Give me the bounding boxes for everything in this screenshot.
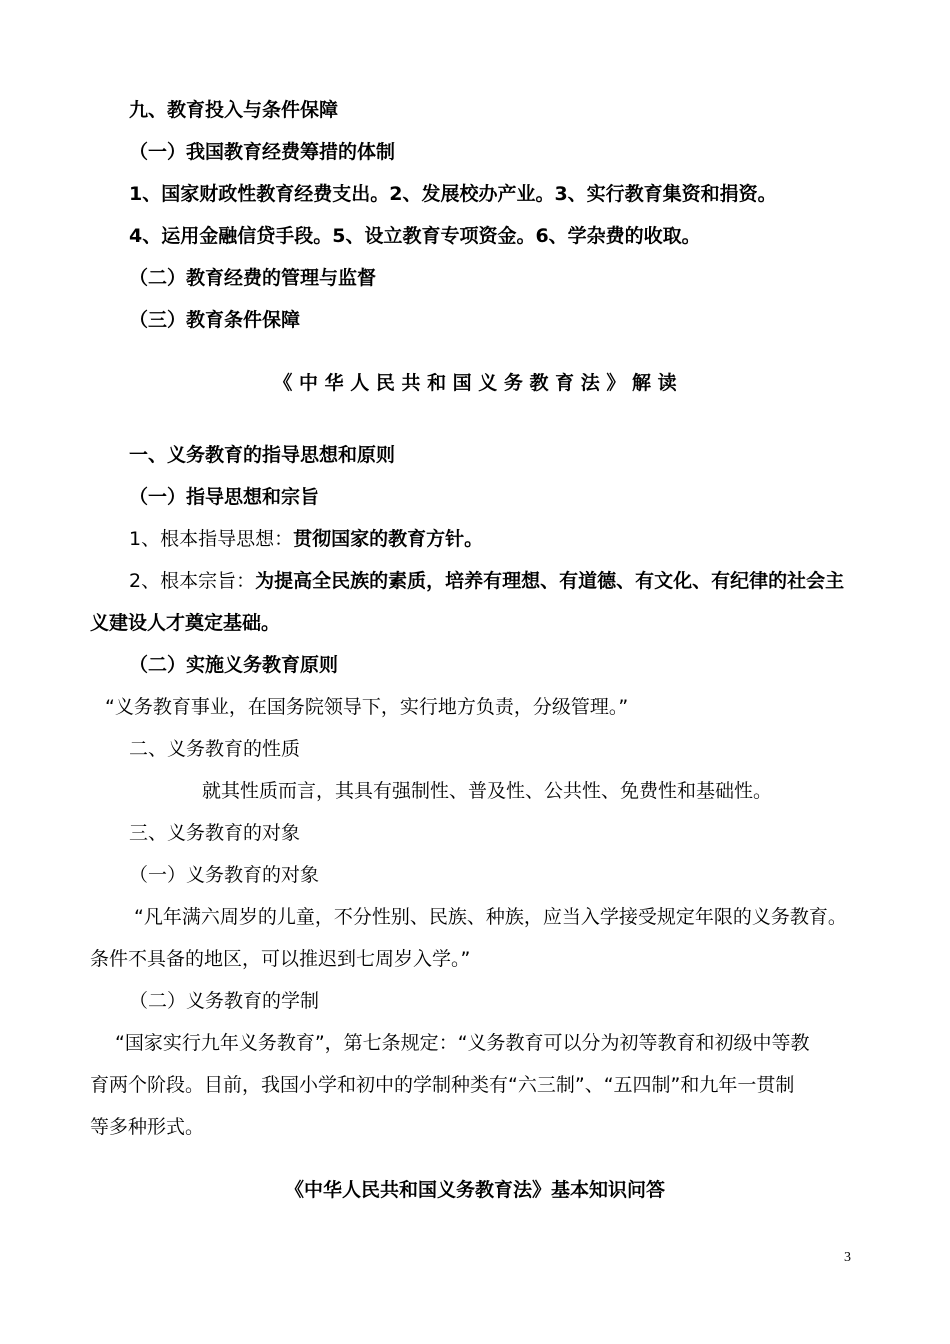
page-number: 3 xyxy=(844,1250,851,1265)
section3-sub2: （二）义务教育的学制 xyxy=(129,990,320,1012)
title-basic-qa: 《中华人民共和国义务教育法》基本知识问答 xyxy=(284,1179,665,1201)
title-law-interpretation: 《 中 华 人 民 共 和 国 义 务 教 育 法 》 解 读 xyxy=(273,372,677,394)
section1-item1 xyxy=(129,527,483,551)
section3-heading: 三、义务教育的对象 xyxy=(129,822,301,844)
section2-text: 就其性质而言，其具有强制性、普及性、公共性、免费性和基础性。 xyxy=(202,780,773,802)
section3-sub2-text-line2: 育两个阶段。目前，我国小学和初中的学制种类有“六三制”、“五四制”和九年一贯制 xyxy=(90,1074,795,1096)
item1-label: 1、根本指导思想： xyxy=(129,528,294,550)
funding-list-line-1: 1、国家财政性教育经费支出。2、发展校办产业。3、实行教育集资和捐资。 xyxy=(129,183,777,205)
section1-item2 xyxy=(129,569,844,593)
heading-nine: 九、教育投入与条件保障 xyxy=(129,99,339,121)
section1-sub2: （二）实施义务教育原则 xyxy=(129,654,339,676)
section3-sub2-text-line3: 等多种形式。 xyxy=(90,1116,205,1138)
section3-sub1-text-line1: “凡年满六周岁的儿童，不分性别、民族、种族，应当入学接受规定年限的义务教育。 xyxy=(134,906,847,928)
section3-sub1: （一）义务教育的对象 xyxy=(129,864,320,886)
subheading-funding-system: （一）我国教育经费筹措的体制 xyxy=(129,141,396,163)
section3-sub2-text-line1: “国家实行九年义务教育”，第七条规定：“义务教育可以分为初等教育和初级中等教 xyxy=(115,1032,810,1054)
section1-quote: “义务教育事业，在国务院领导下，实行地方负责，分级管理。” xyxy=(105,696,629,718)
section1-sub1: （一）指导思想和宗旨 xyxy=(129,486,320,508)
item2-value-line2: 义建设人才奠定基础。 xyxy=(90,612,281,634)
item1-value: 贯彻国家的教育方针。 xyxy=(293,528,484,550)
subheading-condition-guarantee: （三）教育条件保障 xyxy=(129,309,301,331)
section1-heading: 一、义务教育的指导思想和原则 xyxy=(129,444,396,466)
section3-sub1-text-line2: 条件不具备的地区，可以推迟到七周岁入学。” xyxy=(90,948,471,970)
funding-list-line-2: 4、运用金融信贷手段。5、设立教育专项资金。6、学杂费的收取。 xyxy=(129,225,701,247)
item2-label: 2、根本宗旨： xyxy=(129,570,256,592)
item2-value-line1: 为提高全民族的素质，培养有理想、有道德、有文化、有纪律的社会主 xyxy=(255,570,845,592)
subheading-funding-management: （二）教育经费的管理与监督 xyxy=(129,267,377,289)
section2-heading: 二、义务教育的性质 xyxy=(129,738,301,760)
